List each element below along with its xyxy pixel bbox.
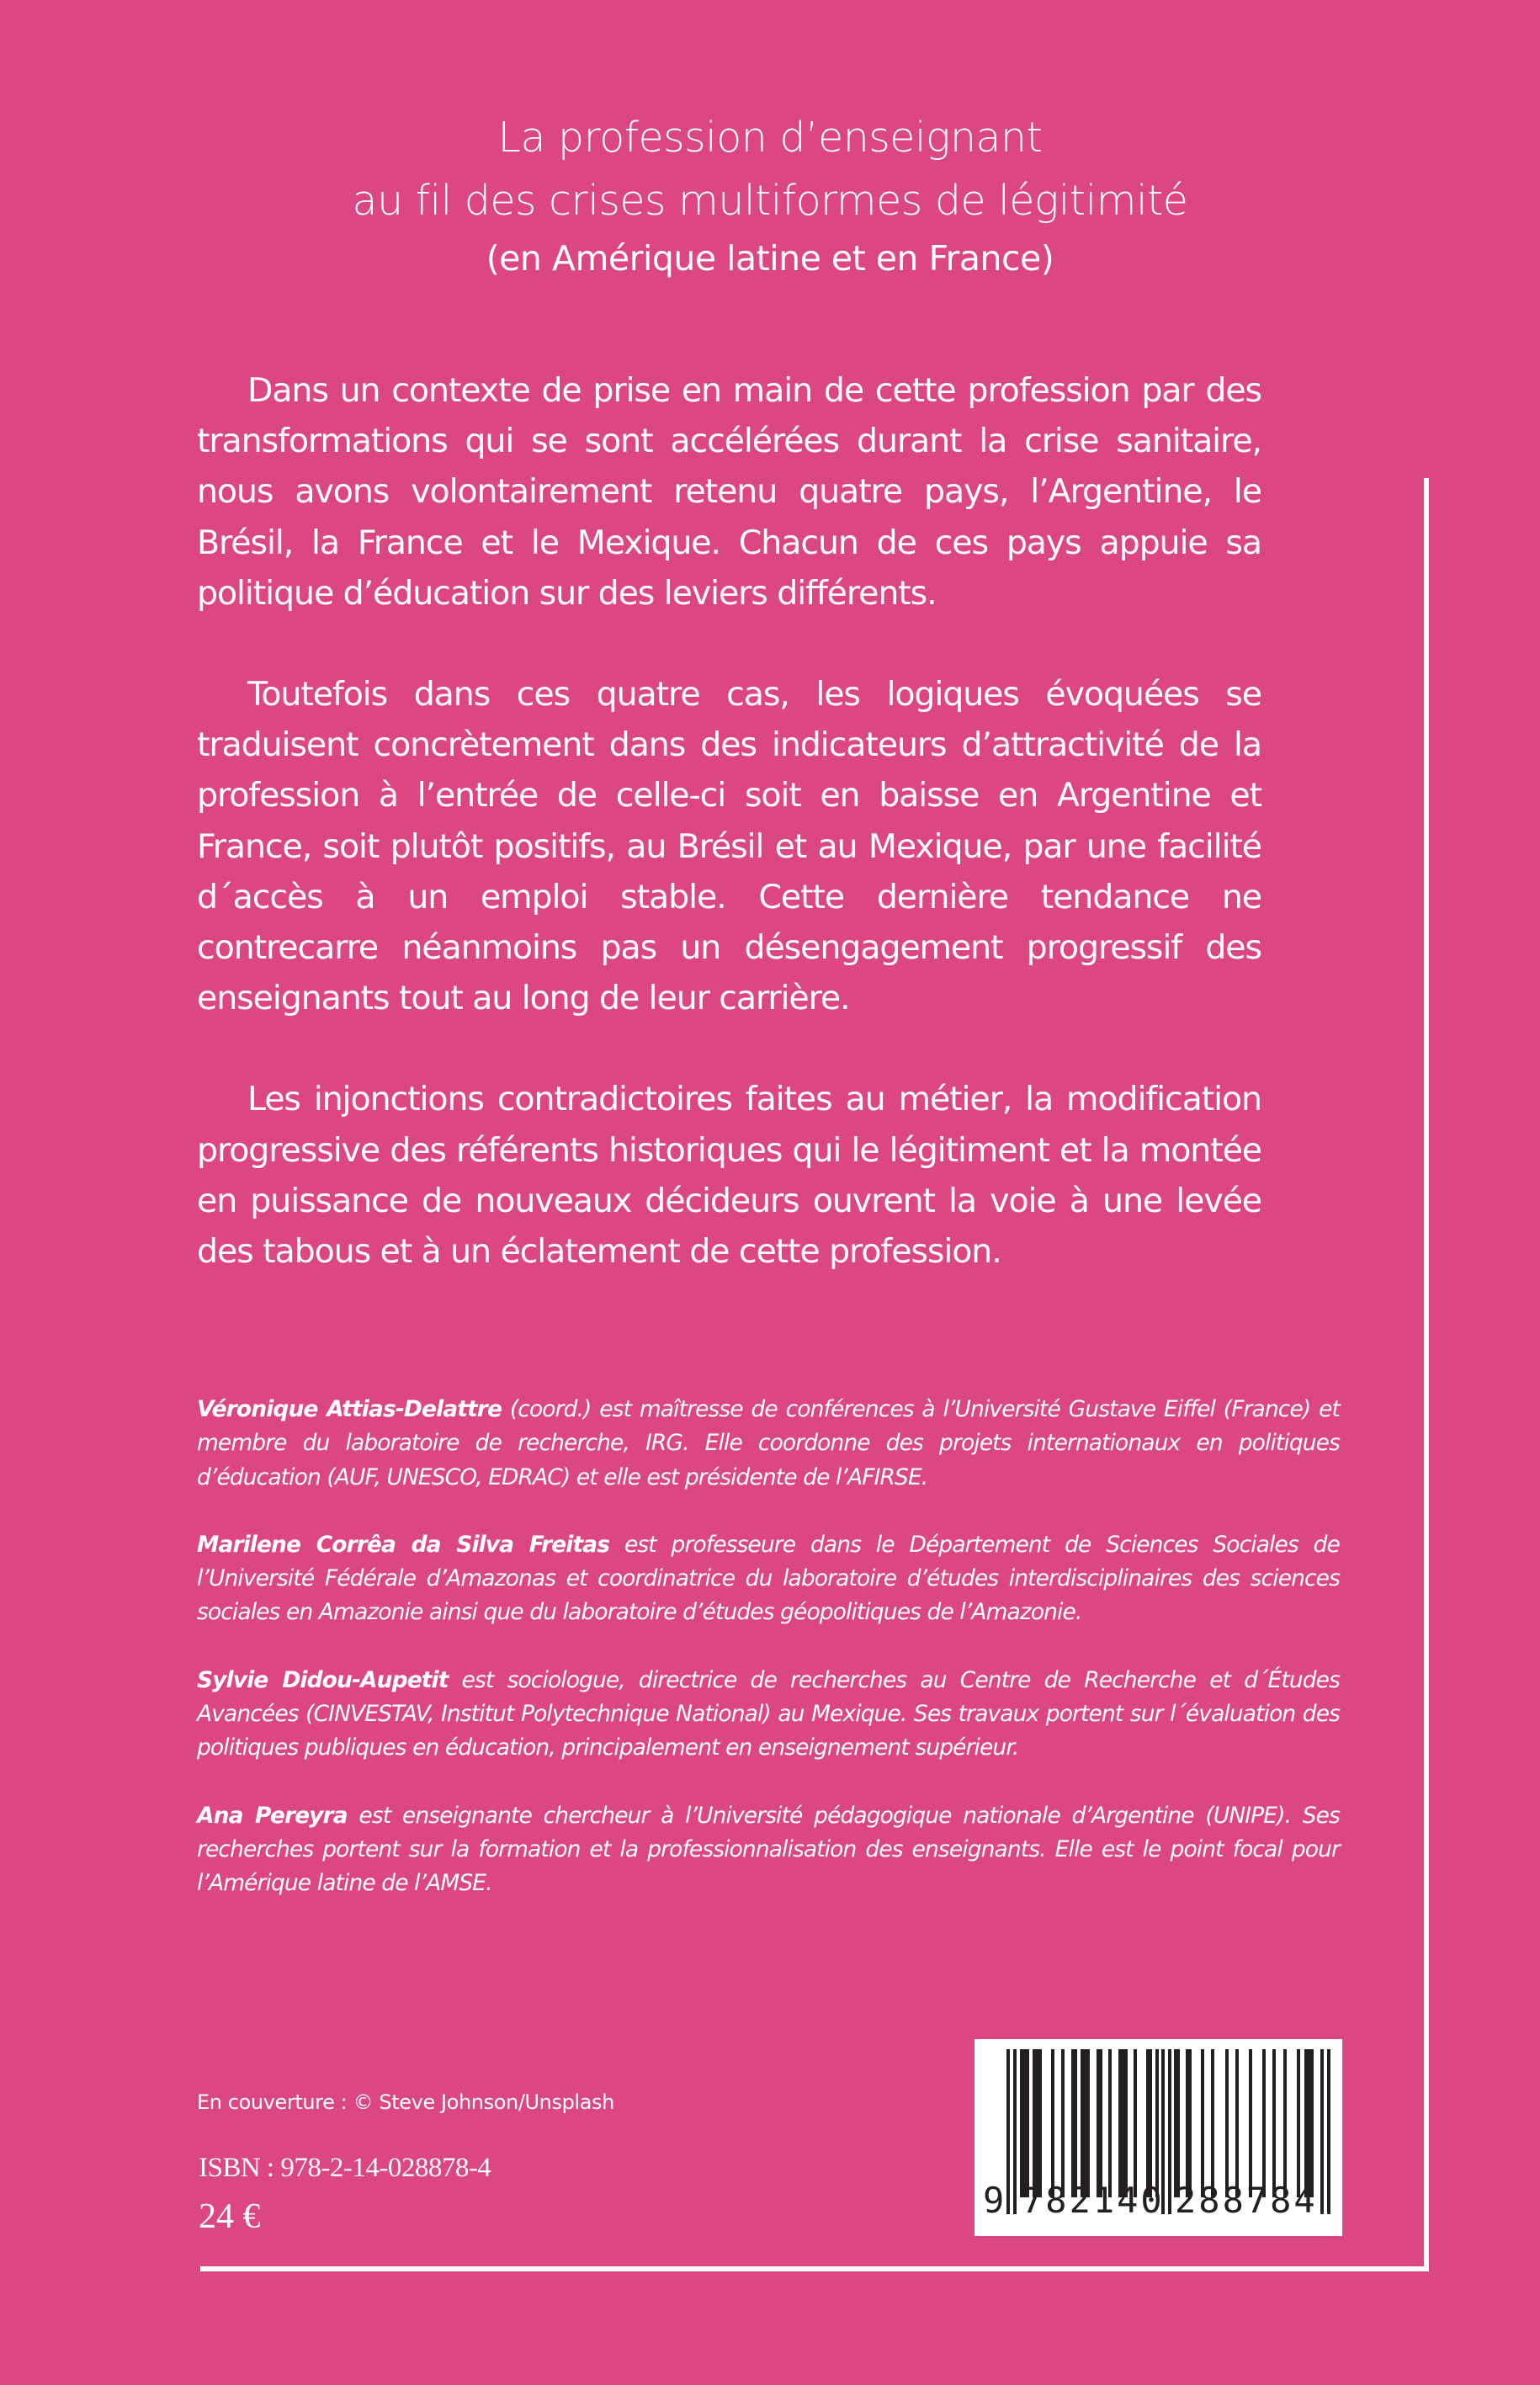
barcode-left-group: 782140 <box>1022 2180 1165 2221</box>
price: 24 € <box>199 2197 261 2236</box>
barcode-right-group: 288784 <box>1175 2180 1318 2221</box>
author-name: Marilene Corrêa da Silva Freitas <box>197 1531 610 1558</box>
author-bio-text: est sociologue, directrice de recherches au Centre de Recherche et d´Études Avancées (CINVESTAV, Institut Polytechnique National) au Mexique. Ses travaux portent sur l´évaluation des politiques publiques en éducation, principalement en enseignement supérieur. <box>197 1666 1340 1761</box>
cover-credit: En couverture : © Steve Johnson/Unsplash <box>197 2090 614 2114</box>
author-bio-1 <box>197 1393 1340 1495</box>
vertical-divider <box>1424 478 1429 2271</box>
author-name: Ana Pereyra <box>197 1802 348 1829</box>
horizontal-divider <box>200 2266 1429 2271</box>
barcode <box>974 2039 1342 2236</box>
author-bio-4 <box>197 1799 1340 1901</box>
book-title-line-1: La profession d’enseignant <box>497 114 1043 162</box>
summary-paragraph-2: Toutefois dans ces quatre cas, les logiques évoquées se traduisent concrètement dans des indicateurs d’attractivité de la profession à l’entrée de celle-ci soit en baisse en Argentine et France, soit plutôt positifs, au Brésil et au Mexique, par une facilité d´accès à un emploi stable. Cette dernière tendance ne contrecarre néanmoins pas un désengagement progressif des enseignants tout au long de leur carrière. <box>197 675 1261 1018</box>
author-bio-2 <box>197 1528 1340 1630</box>
author-bios <box>197 1393 1340 1935</box>
author-bio-3 <box>197 1664 1340 1766</box>
isbn: ISBN : 978-2-14-028878-4 <box>199 2153 491 2183</box>
book-subtitle: (en Amérique latine et en France) <box>486 238 1054 279</box>
author-bio-text: est enseignante chercheur à l’Université pédagogique nationale d’Argentine (UNIPE). Ses recherches portent sur la formation et la professionnalisation des enseignants. Elle est le point focal pour l’Amérique latine de l’AMSE. <box>197 1802 1340 1897</box>
book-title-line-2: au fil des crises multiformes de légitimité <box>352 177 1188 225</box>
author-bio-text: (coord.) est maîtresse de conférences à l’Université Gustave Eiffel (France) et membre du laboratoire de recherche, IRG. Elle coordonne des projets internationaux en politiques d’éducation (AUF, UNESCO, EDRAC) et elle est présidente de l’AFIRSE. <box>197 1396 1340 1490</box>
author-name: Véronique Attias-Delattre <box>197 1396 502 1422</box>
author-bio-text: est professeure dans le Département de Sciences Sociales de l’Université Fédérale d’Amazonas et coordinatrice du laboratoire d’études interdisciplinaires des sciences sociales en Amazonie ainsi que du laboratoire d’études géopolitiques de l’Amazonie. <box>197 1531 1340 1626</box>
summary-text <box>197 365 1261 1327</box>
barcode-digits <box>974 2039 1342 2236</box>
summary-paragraph-3: Les injonctions contradictoires faites au métier, la modification progressive des référents historiques qui le légitiment et la montée en puissance de nouveaux décideurs ouvrent la voie à une levée des tabous et à un éclatement de cette profession. <box>197 1080 1261 1272</box>
summary-paragraph-1: Dans un contexte de prise en main de cette profession par des transformations qui se sont accélérées durant la crise sanitaire, nous avons volontairement retenu quatre pays, l’Argentine, le Brésil, la France et le Mexique. Chacun de ces pays appuie sa politique d’éducation sur des leviers différents. <box>197 371 1261 613</box>
author-name: Sylvie Didou-Aupetit <box>197 1666 449 1693</box>
barcode-lead-digit: 9 <box>983 2180 1005 2221</box>
title-block <box>0 106 1540 284</box>
